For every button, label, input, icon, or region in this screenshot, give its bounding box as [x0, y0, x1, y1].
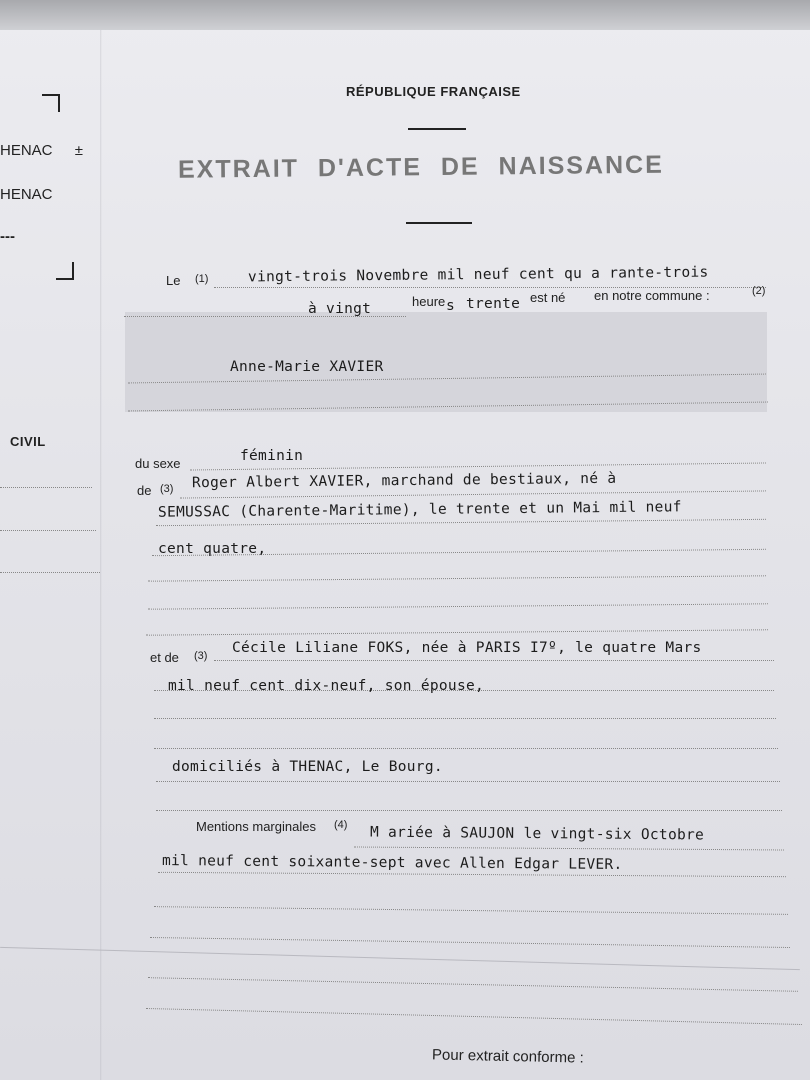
corner-mark-bottom — [56, 262, 74, 280]
corner-mark-top — [42, 94, 60, 112]
father-line3: cent quatre, — [158, 541, 267, 557]
note-4: (4) — [334, 819, 348, 831]
dotted-line — [214, 660, 774, 661]
name-shaded-band — [125, 312, 767, 412]
sexe-label: du sexe — [135, 456, 181, 471]
document-title: EXTRAIT D'ACTE DE NAISSANCE — [177, 150, 664, 184]
de-label: de — [137, 483, 152, 498]
domicile: domiciliés à THENAC, Le Bourg. — [172, 759, 443, 775]
pour-extrait-conforme: Pour extrait conforme : — [431, 1046, 584, 1067]
le-label: Le — [166, 273, 181, 288]
heures-suffix: s — [446, 298, 456, 314]
child-name: Anne-Marie XAVIER — [230, 359, 384, 375]
background-table-edge — [0, 0, 810, 30]
dotted-line — [156, 781, 780, 782]
note-3-father: (3) — [160, 483, 174, 495]
note-3-mother: (3) — [194, 650, 208, 662]
republic-heading: RÉPUBLIQUE FRANÇAISE — [346, 84, 521, 99]
heures-label: heure — [412, 294, 446, 309]
side-commune-line1: HENAC ± — [0, 142, 83, 159]
side-etat-civil: CIVIL — [10, 434, 46, 449]
side-dotted-line — [0, 487, 92, 488]
side-dotted-line — [0, 572, 100, 573]
est-ne-label: est né — [530, 290, 566, 305]
dotted-line — [154, 748, 778, 749]
side-dashes: --- — [0, 228, 15, 245]
birth-date: vingt-trois Novembre mil neuf cent qu a rante-trois — [247, 264, 709, 286]
mother-line1: Cécile Liliane FOKS, née à PARIS I7º, le quatre Mars — [232, 640, 702, 656]
birth-hour: à vingt — [308, 301, 372, 317]
commune-label: en notre commune : — [594, 288, 710, 303]
side-commune-line2: HENAC — [0, 186, 53, 203]
mentions-line2: mil neuf cent soixante-sept avec Allen Edgar LEVER. — [161, 852, 623, 874]
paper-fold — [100, 30, 102, 1080]
side-dotted-line — [0, 530, 96, 531]
note-1: (1) — [195, 273, 209, 285]
mentions-line1: M ariée à SAUJON le vingt-six Octobre — [369, 824, 705, 844]
note-2: (2) — [752, 285, 766, 297]
mentions-label: Mentions marginales — [196, 819, 316, 834]
birth-minutes: trente — [466, 296, 521, 312]
mother-line2: mil neuf cent dix-neuf, son épouse, — [168, 678, 485, 694]
title-rule — [406, 222, 472, 224]
father-line1: Roger Albert XAVIER, marchand de bestiaux, né à — [191, 470, 617, 492]
et-de-label: et de — [150, 650, 179, 665]
father-line2: SEMUSSAC (Charente-Maritime), le trente et un Mai mil neuf — [157, 499, 682, 521]
dotted-line — [156, 810, 782, 811]
sexe-value: féminin — [240, 448, 304, 464]
dotted-line — [154, 718, 776, 719]
header-rule — [408, 128, 466, 130]
